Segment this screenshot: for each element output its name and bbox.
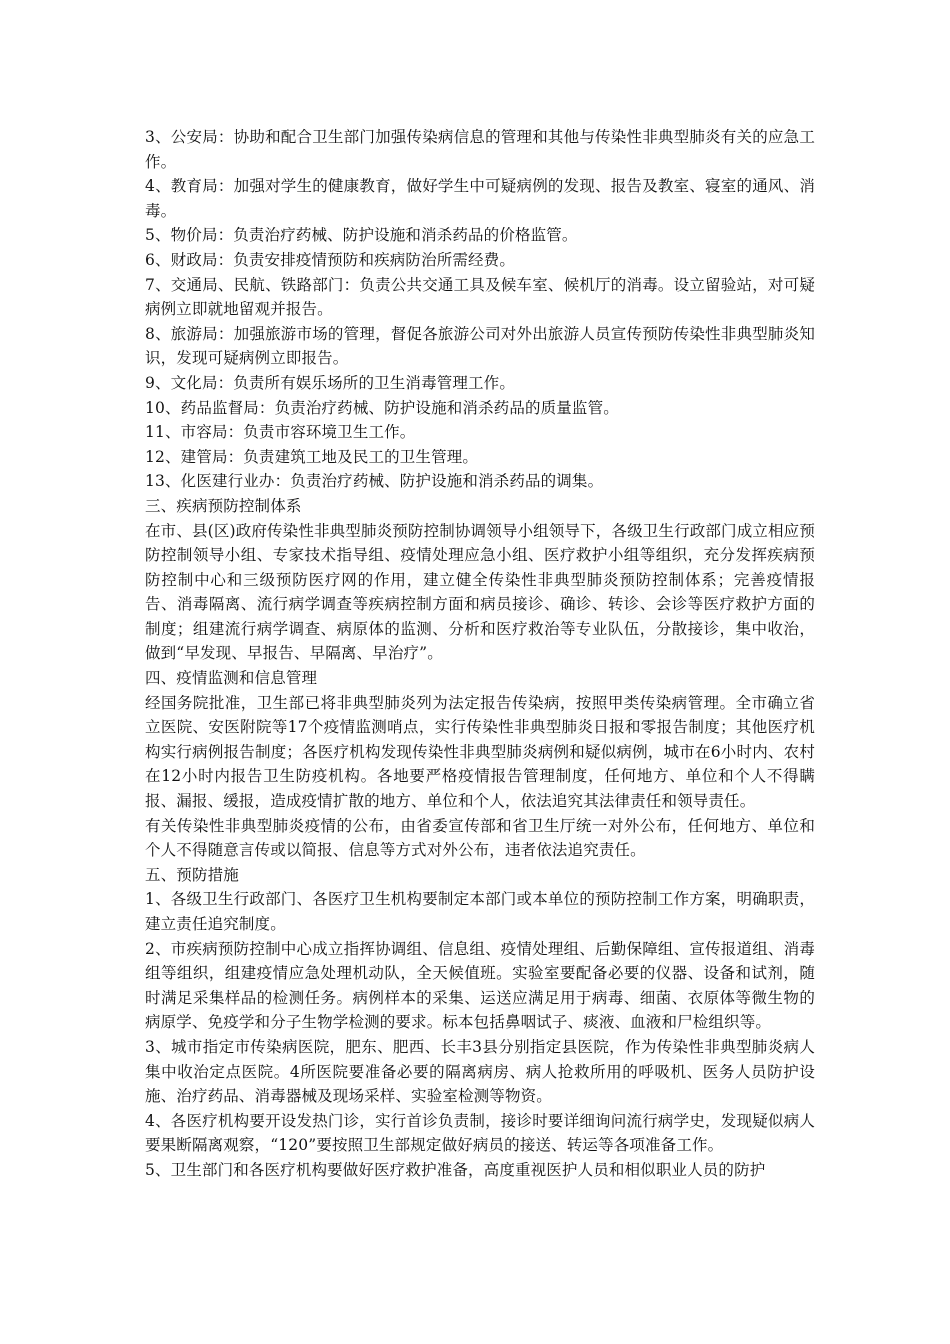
paragraph-police-bureau: 3、公安局：协助和配合卫生部门加强传染病信息的管理和其他与传染性非典型肺炎有关的应急工作。 [145,128,815,171]
section-heading-disease-control: 三、疾病预防控制体系 [145,496,302,515]
paragraph-prevention-3: 3、城市指定市传染病医院，肥东、肥西、长丰3县分别指定县医院，作为传染性非典型肺炎病人集中收治定点医院。4所医院要准备必要的隔离病房、病人抢救所用的呼吸机、医务人员防护设施、治疗药品、消毒器械及现场采样、实验室检测等物资。 [145,1037,815,1106]
section-heading-monitoring: 四、疫情监测和信息管理 [145,669,318,688]
paragraph-city-appearance: 11、市容局：负责市容环境卫生工作。 [145,423,416,442]
paragraph-prevention-2: 2、市疾病预防控制中心成立指挥协调组、信息组、疫情处理组、后勤保障组、宣传报道组、消毒组等组织，组建疫情应急处理机动队，全天候值班。实验室要配备必要的仪器、设备和试剂，随时满足采集样品的检测任务。病例样本的采集、运送应满足用于病毒、细菌、衣原体等微生物的病原学、免疫学和分子生物学检测的要求。标本包括鼻咽试子、痰液、血液和尸检组织等。 [145,939,815,1032]
paragraph-publication: 有关传染性非典型肺炎疫情的公布，由省委宣传部和省卫生厅统一对外公布，任何地方、单位和个人不得随意言传或以简报、信息等方式对外公布，违者依法追究责任。 [145,816,815,860]
paragraph-tourism-bureau: 8、旅游局：加强旅游市场的管理，督促各旅游公司对外出旅游人员宣传预防传染性非典型肺炎知识，发现可疑病例立即报告。 [145,324,815,368]
paragraph-construction: 12、建管局：负责建筑工地及民工的卫生管理。 [145,447,479,466]
paragraph-transport-bureau: 7、交通局、民航、铁路部门：负责公共交通工具及候车室、候机厅的消毒。设立留验站，对可疑病例立即就地留观并报告。 [145,275,815,319]
paragraph-price-bureau: 5、物价局：负责治疗药械、防护设施和消杀药品的价格监管。 [145,226,578,245]
paragraph-prevention-5: 5、卫生部门和各医疗机构要做好医疗救护准备，高度重视医护人员和相似职业人员的防护 [145,1160,766,1179]
paragraph-control-system: 在市、县(区)政府传染性非典型肺炎预防控制协调领导小组领导下，各级卫生行政部门成立相应预防控制领导小组、专家技术指导组、疫情处理应急小组、医疗救护小组等组织，充分发挥疾病预防控制中心和三级预防医疗网的作用，建立健全传染性非典型肺炎预防控制体系；完善疫情报告、消毒隔离、流行病学调查等疾病控制方面和病员接诊、确诊、转诊、会诊等医疗救护方面的制度；组建流行病学调查、病原体的监测、分析和医疗救治等专业队伍，分散接诊，集中收治，做到“早发现、早报告、早隔离、早治疗”。 [145,521,815,663]
paragraph-finance-bureau: 6、财政局：负责安排疫情预防和疾病防治所需经费。 [145,250,515,269]
paragraph-prevention-4: 4、各医疗机构要开设发热门诊，实行首诊负责制，接诊时要详细询问流行病学史，发现疑似病人要果断隔离观察，“120”要按照卫生部规定做好病员的接送、转运等各项准备工作。 [145,1111,815,1155]
section-heading-prevention: 五、预防措施 [145,865,239,884]
paragraph-education-bureau: 4、教育局：加强对学生的健康教育，做好学生中可疑病例的发现、报告及教室、寝室的通风、消毒。 [145,177,815,220]
paragraph-chemical-medical-office: 13、化医建行业办：负责治疗药械、防护设施和消杀药品的调集。 [145,472,604,491]
paragraph-culture-bureau: 9、文化局：负责所有娱乐场所的卫生消毒管理工作。 [145,373,515,392]
paragraph-drug-supervision: 10、药品监督局：负责治疗药械、防护设施和消杀药品的质量监管。 [145,398,619,417]
paragraph-prevention-1: 1、各级卫生行政部门、各医疗卫生机构要制定本部门或本单位的预防控制工作方案，明确职责，建立责任追究制度。 [145,890,815,933]
paragraph-monitoring: 经国务院批准，卫生部已将非典型肺炎列为法定报告传染病，按照甲类传染病管理。全市确立省立医院、安医附院等17个疫情监测哨点，实行传染性非典型肺炎日报和零报告制度；其他医疗机构实行病例报告制度；各医疗机构发现传染性非典型肺炎病例和疑似病例，城市在6小时内、农村在12小时内报告卫生防疫机构。各地要严格疫情报告管理制度，任何地方、单位和个人不得瞒报、漏报、缓报，造成疫情扩散的地方、单位和个人，依法追究其法律责任和领导责任。 [145,693,815,811]
document-body [145,125,815,1183]
